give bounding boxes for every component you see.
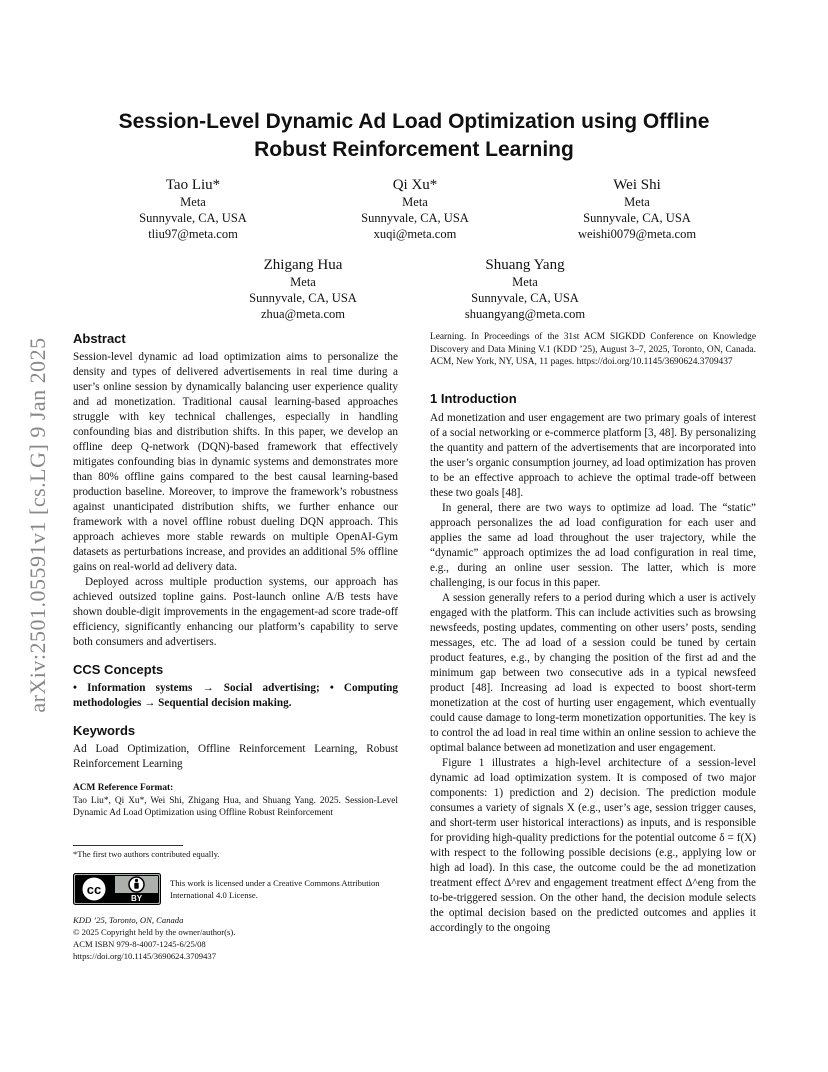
author-block: [517, 176, 757, 242]
creative-commons-icon: [73, 873, 161, 905]
left-column: [73, 331, 398, 820]
author-email: weishi0079@meta.com: [577, 227, 697, 241]
author-location: Sunnyvale, CA, USA: [139, 211, 247, 225]
conference-line: KDD ’25, Toronto, ON, Canada: [73, 915, 184, 925]
acm-reference-text: Tao Liu*, Qi Xu*, Wei Shi, Zhigang Hua, and Shuang Yang. 2025. Session-Level Dynamic Ad Load Optimization using Offline Robust Reinforcement: [73, 795, 398, 819]
author-block: [73, 176, 313, 242]
author-location: Sunnyvale, CA, USA: [249, 291, 357, 305]
keywords-heading: Keywords: [73, 723, 136, 738]
footnote: *The first two authors contributed equally.: [73, 849, 220, 859]
abstract-paragraph: Deployed across multiple production systems, our approach has achieved outsized topline gains. Post-launch online A/B tests have shown double-digit improvements in the engagement-ad score trade-off efficiency, significantly enhancing our platform’s capability to serve both consumers and advertisers.: [73, 576, 398, 648]
author-name: Tao Liu*: [165, 177, 221, 193]
license-text: This work is licensed under a Creative Commons Attribution International 4.0 License.: [170, 878, 380, 900]
author-block: [183, 256, 423, 322]
author-block: [295, 176, 535, 242]
body-paragraph: A session generally refers to a period during which a user is actively engaged with the platform. This can include activities such as browsing newsfeeds, posting updates, commenting on other users’ posts, sending messages, etc. The ad load of a session could be tuned by certain product features, e.g., by changing the position of the first ad and the minimum gap between two consecutive ads in a typical newsfeed product [48]. Increasing ad load is expected to boost short-term monetization at the cost of hurting user engagement, which eventually could cause damage to long-term monetization opportunities. The key is to control the ad load in real time within an online session to achieve the optimal balance between ad monetization and user engagement.: [430, 591, 756, 754]
author-affiliation: Meta: [512, 275, 538, 289]
abstract-heading: Abstract: [73, 331, 126, 346]
author-email: xuqi@meta.com: [373, 227, 457, 241]
body-paragraph: Figure 1 illustrates a high-level architecture of a session-level dynamic ad load optimization system. It is composed of two major components: 1) prediction and 2) decision. The prediction module consumes a variety of signals X (e.g., user’s age, session trigger causes, and short-term user historical interactions) as inputs, and is responsible for providing high-quality predictions for the potential outcome δ = f(X) with respect to the following possible decisions (e.g., applying low or high ad load). In this case, the outcome could be the ad monetization treatment effect Δ^rev and engagement treatment effect Δ^eng from the to-be-triggered session. On the other hand, the decision module selects the optimal decision based on the predicted outcomes and applies it accordingly to the ongoing: [430, 756, 756, 934]
ccs-heading: CCS Concepts: [73, 662, 164, 677]
copyright-line: © 2025 Copyright held by the owner/author(s).: [73, 927, 236, 937]
arxiv-sidebar: [18, 300, 58, 750]
acm-reference-continuation: Learning. In Proceedings of the 31st ACM SIGKDD Conference on Knowledge Discovery and Data Mining V.1 (KDD ’25), August 3–7, 2025, Toronto, ON, Canada. ACM, New York, NY, USA, 11 pages. https://doi.org/10.1145/3690624.3709437: [430, 332, 756, 368]
cc-label: cc: [86, 882, 102, 897]
by-label: BY: [130, 894, 143, 903]
author-affiliation: Meta: [180, 195, 206, 209]
author-affiliation: Meta: [402, 195, 428, 209]
doi-line: https://doi.org/10.1145/3690624.3709437: [73, 951, 216, 961]
author-location: Sunnyvale, CA, USA: [471, 291, 579, 305]
body-paragraph: In general, there are two ways to optimize ad load. The “static” approach personalizes the ad load configuration for each user and applies the same ad load throughout the user trajectory, while the “dynamic” approach optimizes the ad load configuration in real time, e.g., during an online user session. The latter, which is more challenging, is our focus in this paper.: [430, 501, 756, 589]
author-affiliation: Meta: [624, 195, 650, 209]
author-location: Sunnyvale, CA, USA: [361, 211, 469, 225]
author-affiliation: Meta: [290, 275, 316, 289]
cc-by-badge: [73, 873, 161, 905]
introduction-heading: 1 Introduction: [430, 390, 517, 406]
arxiv-identifier: arXiv:2501.05591v1 [cs.LG] 9 Jan 2025: [25, 337, 50, 713]
author-email: zhua@meta.com: [260, 307, 346, 321]
paper-title: Session-Level Dynamic Ad Load Optimization using Offline Robust Reinforcement Learning: [118, 110, 710, 161]
keywords-text: Ad Load Optimization, Offline Reinforcement Learning, Robust Reinforcement Learning: [73, 743, 398, 770]
author-name: Shuang Yang: [485, 257, 565, 273]
author-name: Wei Shi: [613, 177, 661, 193]
author-email: shuangyang@meta.com: [464, 307, 586, 321]
author-name: Zhigang Hua: [263, 257, 343, 273]
right-column: [430, 331, 756, 936]
isbn-line: ACM ISBN 979-8-4007-1245-6/25/08: [73, 939, 206, 949]
abstract-paragraph: Session-level dynamic ad load optimization aims to personalize the density and types of delivered advertisements in real time during a user’s online session by dynamically balancing user experience quality and ad monetization. Traditional causal learning-based approaches struggle with key technical challenges, especially in handling confounding bias and distribution shifts. In this paper, we develop an offline deep Q-network (DQN)-based framework that effectively mitigates confounding bias in dynamic systems and demonstrates more than 80% offline gains compared to the best causal learning-based production baseline. Moreover, to improve the framework’s robustness against unanticipated distribution shifts, we further enhance our framework with a novel offline robust dueling DQN approach. This approach achieves more stable rewards on multiple OpenAI-Gym datasets as perturbations increase, and provides an additional 5% offline gains on real-world ad delivery data.: [73, 351, 398, 573]
body-paragraph: Ad monetization and user engagement are two primary goals of interest of a social networking or e-commerce platform [3, 48]. By personalizing the quantity and pattern of the advertisements that are incorporated into the user’s organic consumption journey, ad load optimization has proven to be an effective approach to achieve the optimal trade-off between these two goals [48].: [430, 411, 756, 499]
author-email: tliu97@meta.com: [148, 227, 238, 241]
acm-reference-heading: ACM Reference Format:: [73, 783, 174, 793]
footnote-rule: [73, 845, 183, 846]
ccs-concepts: • Information systems → Social advertising; • Computing methodologies → Sequential decision making.: [73, 682, 398, 709]
conference-info: [73, 914, 398, 962]
author-location: Sunnyvale, CA, USA: [583, 211, 691, 225]
author-name: Qi Xu*: [392, 177, 438, 193]
author-block: [405, 256, 645, 322]
